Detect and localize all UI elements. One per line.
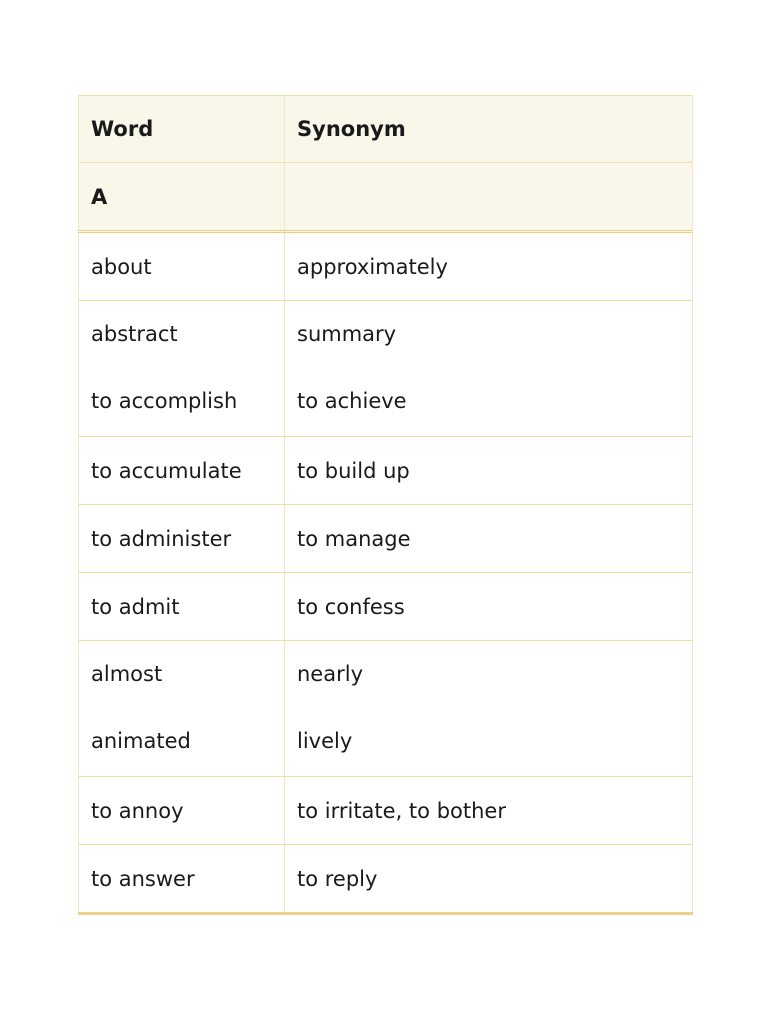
table-row (79, 573, 693, 641)
word-text: to administer (91, 526, 232, 551)
word-cell (79, 437, 285, 505)
synonym-text: to achieve (297, 389, 407, 413)
word-text: animated (91, 729, 191, 753)
synonym-text: to irritate, to bother (297, 798, 506, 823)
synonym-cell (285, 505, 693, 573)
synonym-column-header: Synonym (285, 96, 693, 163)
word-cell (79, 845, 285, 914)
word-text: to accumulate (91, 458, 242, 483)
synonym-cell (285, 232, 693, 301)
synonym-text: lively (297, 729, 353, 753)
synonym-cell (285, 777, 693, 845)
word-cell (79, 301, 285, 437)
word-text: about (91, 254, 152, 279)
synonym-cell (285, 845, 693, 914)
table-row (79, 437, 693, 505)
section-empty-cell (285, 163, 693, 232)
synonym-cell (285, 301, 693, 437)
word-text: abstract (91, 322, 178, 346)
word-text: to accomplish (91, 389, 238, 413)
table-header-row (79, 96, 693, 163)
synonym-text: summary (297, 322, 397, 346)
word-text: to answer (91, 866, 195, 891)
table-row (79, 845, 693, 914)
synonym-text: to reply (297, 866, 378, 891)
word-text: to annoy (91, 798, 184, 823)
table-row (79, 641, 693, 777)
synonym-text: to build up (297, 458, 410, 483)
synonym-text: to confess (297, 594, 405, 619)
word-cell (79, 505, 285, 573)
section-row (79, 163, 693, 232)
synonym-cell (285, 437, 693, 505)
synonym-cell (285, 641, 693, 777)
synonym-text: nearly (297, 662, 363, 686)
synonym-text: approximately (297, 254, 448, 279)
word-cell (79, 641, 285, 777)
synonym-table (78, 95, 693, 915)
table-row (79, 505, 693, 573)
word-text: almost (91, 662, 163, 686)
synonym-cell (285, 573, 693, 641)
word-text: to admit (91, 594, 180, 619)
table-row (79, 301, 693, 437)
synonym-text: to manage (297, 526, 411, 551)
table-row (79, 232, 693, 301)
section-letter: A (79, 163, 285, 232)
word-column-header: Word (79, 96, 285, 163)
table-row (79, 777, 693, 845)
word-cell (79, 232, 285, 301)
word-cell (79, 573, 285, 641)
word-cell (79, 777, 285, 845)
